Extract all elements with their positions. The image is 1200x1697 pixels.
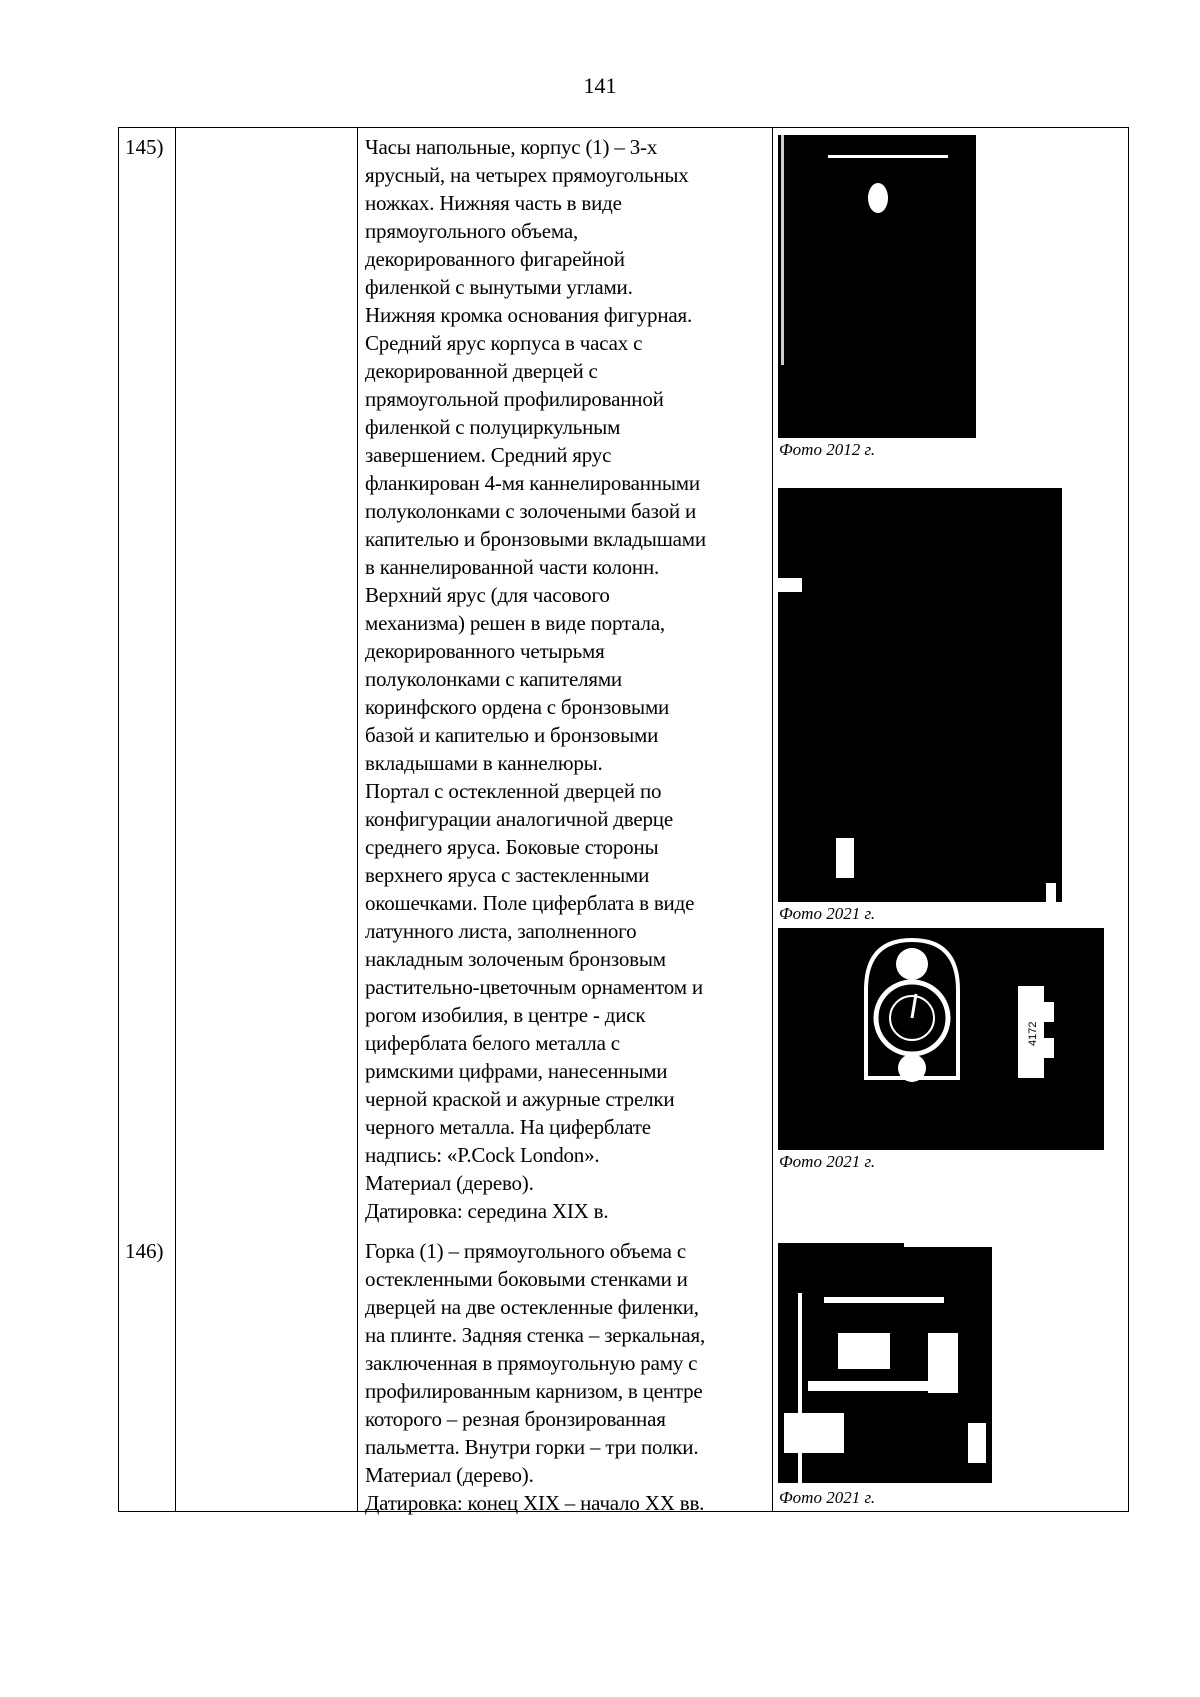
- description-line: латунного листа, заполненного: [365, 919, 637, 943]
- clock-hand: [912, 994, 916, 1018]
- description-line: конфигурации аналогичной дверце: [365, 807, 673, 831]
- description-line: прямоугольного объема,: [365, 219, 578, 243]
- subsidiary-dial: [898, 1054, 926, 1082]
- cabinet-photo-2021: [778, 1243, 992, 1483]
- description-line: накладным золоченым бронзовым: [365, 947, 666, 971]
- description-line: Горка (1) – прямоугольного объема с: [365, 1239, 686, 1263]
- description-line: механизма) решен в виде портала,: [365, 611, 665, 635]
- description-line: фланкирован 4-мя каннелированными: [365, 471, 700, 495]
- label-card-tab: [1044, 1002, 1054, 1022]
- clock-photo-2012: [778, 135, 976, 438]
- photo-highlight: [798, 1293, 802, 1483]
- description-line: капителью и бронзовыми вкладышами: [365, 527, 706, 551]
- description-line: заключенная в прямоугольную раму с: [365, 1351, 698, 1375]
- photo-highlight: [1046, 883, 1056, 902]
- description-line: в каннелированной части колонн.: [365, 555, 660, 579]
- description-line: черной краской и ажурные стрелки: [365, 1087, 675, 1111]
- description-line: среднего яруса. Боковые стороны: [365, 835, 659, 859]
- description-line: растительно-цветочным орнаментом и: [365, 975, 703, 999]
- clock-photo-2021-full: [778, 488, 1062, 902]
- clock-dial-photo: [778, 928, 1104, 1150]
- description-line: Материал (дерево).: [365, 1171, 534, 1195]
- photo-highlight: [838, 1333, 890, 1369]
- clock-dial-image: [778, 928, 1104, 1150]
- description-line: Нижняя кромка основания фигурная.: [365, 303, 693, 327]
- description-line: профилированным карнизом, в центре: [365, 1379, 703, 1403]
- description-line: которого – резная бронзированная: [365, 1407, 666, 1431]
- photo-highlight: [828, 155, 948, 158]
- description-line: надпись: «P.Cock London».: [365, 1143, 600, 1167]
- description-line: римскими цифрами, нанесенными: [365, 1059, 668, 1083]
- description-line: декорированного фигарейной: [365, 247, 625, 271]
- description-line: филенкой с полуциркульным: [365, 415, 621, 439]
- description-line: филенкой с вынутыми углами.: [365, 275, 633, 299]
- entry-number: 146): [125, 1239, 164, 1263]
- photo-highlight: [778, 578, 802, 592]
- entry-description: [365, 133, 783, 1225]
- description-line: Часы напольные, корпус (1) – 3-х: [365, 135, 658, 159]
- description-line: дверцей на две остекленные филенки,: [365, 1295, 699, 1319]
- description-line: базой и капителью и бронзовыми: [365, 723, 659, 747]
- description-line: черного металла. На циферблате: [365, 1115, 651, 1139]
- description-line: Портал с остекленной дверцей по: [365, 779, 662, 803]
- description-line: Средний ярус корпуса в часах с: [365, 331, 643, 355]
- description-line: вкладышами в каннелюры.: [365, 751, 603, 775]
- description-line: остекленными боковыми стенками и: [365, 1267, 688, 1291]
- inventory-table: [118, 127, 1129, 1515]
- description-line: коринфского ордена с бронзовыми: [365, 695, 670, 719]
- photo-highlight: [904, 1243, 992, 1247]
- photo-caption: Фото 2021 г.: [779, 1488, 876, 1507]
- description-line: Датировка: середина XIX в.: [365, 1199, 609, 1223]
- description-line: Материал (дерево).: [365, 1463, 534, 1487]
- page-number: 141: [583, 73, 617, 98]
- description-line: завершением. Средний ярус: [365, 443, 612, 467]
- description-line: пальметта. Внутри горки – три полки.: [365, 1435, 699, 1459]
- description-line: декорированного четырьмя: [365, 639, 605, 663]
- description-line: Датировка: конец XIX – начало XX вв.: [365, 1491, 705, 1515]
- photo-caption: Фото 2021 г.: [779, 904, 876, 923]
- description-line: циферблата белого металла с: [365, 1031, 620, 1055]
- description-line: полуколонками с капителями: [365, 667, 622, 691]
- column-divider: [175, 128, 176, 1511]
- photo-highlight: [784, 1413, 844, 1453]
- description-line: рогом изобилия, в центре - диск: [365, 1003, 646, 1027]
- photo-highlight: [968, 1423, 986, 1463]
- photo-highlight: [868, 183, 888, 213]
- description-line: декорированной дверцей с: [365, 359, 598, 383]
- photo-highlight: [824, 1297, 944, 1303]
- description-line: прямоугольной профилированной: [365, 387, 664, 411]
- dial-moon-disk: [896, 948, 928, 980]
- description-line: верхнего яруса с застекленными: [365, 863, 650, 887]
- entry-number: 145): [125, 135, 164, 159]
- photo-highlight: [928, 1333, 958, 1393]
- entry-description: [365, 1237, 783, 1517]
- photo-highlight: [781, 135, 784, 365]
- label-card-tab: [1044, 1038, 1054, 1058]
- inventory-label-text: 4172: [1027, 1021, 1039, 1046]
- photo-caption: Фото 2021 г.: [779, 1152, 876, 1171]
- photo-caption: Фото 2012 г.: [779, 440, 876, 459]
- description-line: ножках. Нижняя часть в виде: [365, 191, 622, 215]
- description-line: окошечками. Поле циферблата в виде: [365, 891, 695, 915]
- photo-highlight: [836, 838, 854, 878]
- description-line: полуколонками с золочеными базой и: [365, 499, 697, 523]
- description-line: ярусный, на четырех прямоугольных: [365, 163, 689, 187]
- column-divider: [357, 128, 358, 1511]
- description-line: Верхний ярус (для часового: [365, 583, 610, 607]
- description-line: на плинте. Задняя стенка – зеркальная,: [365, 1323, 706, 1347]
